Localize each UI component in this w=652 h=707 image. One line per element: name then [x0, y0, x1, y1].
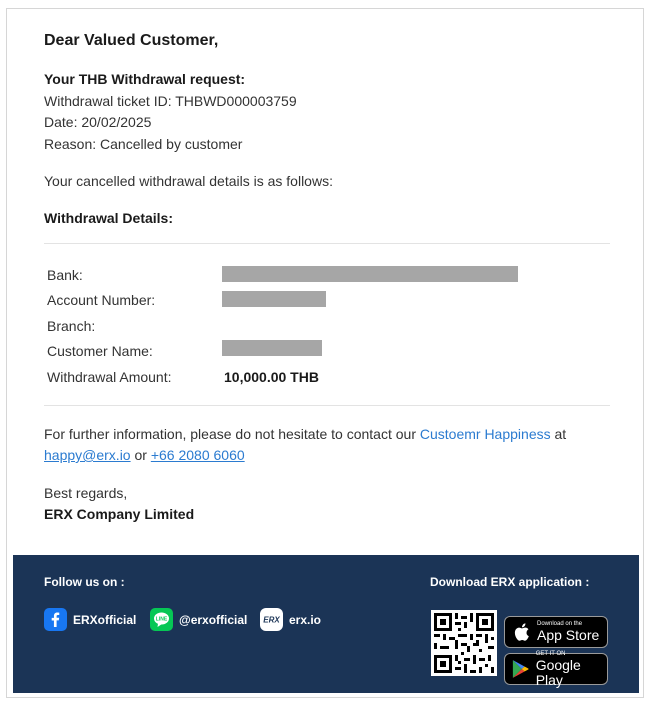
account-number-label: Account Number: [47, 292, 156, 308]
phone-link[interactable]: +66 2080 6060 [150, 447, 245, 463]
contact-line-2 [44, 447, 245, 463]
request-date: Date: 20/02/2025 [44, 114, 152, 130]
amount-label: Withdrawal Amount: [47, 369, 172, 385]
divider [44, 405, 610, 406]
contact-text: For further information, please do not hesitate to contact our [44, 426, 420, 442]
app-store-text [537, 621, 599, 643]
google-play-small: GET IT ON [535, 650, 566, 657]
branch-label: Branch: [47, 318, 96, 334]
line-label: @erxofficial [179, 612, 248, 627]
website-label: erx.io [289, 612, 322, 627]
customer-name-redacted [222, 340, 322, 356]
line-icon [150, 608, 173, 631]
app-store-small: Download on the [537, 621, 583, 627]
request-reason: Reason: Cancelled by customer [44, 136, 243, 152]
bank-redacted [222, 266, 518, 282]
account-number-redacted [222, 291, 326, 307]
google-play-text [536, 651, 607, 688]
regards: Best regards, [44, 485, 128, 501]
facebook-icon [44, 608, 67, 631]
details-heading: Withdrawal Details: [44, 210, 174, 226]
qr-code [431, 610, 497, 676]
download-label: Download ERX application : [430, 575, 590, 589]
google-play-button[interactable] [504, 650, 608, 688]
company-name: ERX Company Limited [44, 506, 195, 522]
contact-line [44, 426, 566, 442]
footer [13, 555, 639, 693]
email-card [6, 8, 644, 698]
contact-at: at [550, 426, 567, 442]
app-store-button[interactable] [504, 616, 608, 648]
customer-happiness-link[interactable]: Custoemr Happiness [419, 426, 551, 442]
contact-or: or [130, 447, 151, 463]
greeting: Dear Valued Customer, [44, 32, 219, 49]
intro-text: Your cancelled withdrawal details is as follows: [44, 173, 333, 189]
facebook-label: ERXofficial [73, 612, 137, 627]
apple-icon [513, 621, 533, 643]
amount-value: 10,000.00 THB [224, 369, 319, 385]
ticket-id: Withdrawal ticket ID: THBWD000003759 [44, 93, 297, 109]
erx-icon [260, 608, 283, 631]
google-play-icon [511, 658, 530, 680]
divider [44, 243, 610, 244]
social-website[interactable] [260, 608, 321, 631]
request-title: Your THB Withdrawal request: [44, 71, 246, 87]
email-link[interactable]: happy@erx.io [44, 447, 131, 463]
follow-label: Follow us on : [44, 575, 125, 589]
google-play-big: Google Play [535, 656, 581, 688]
social-line[interactable] [150, 608, 247, 631]
customer-name-label: Customer Name: [47, 343, 153, 359]
svg-text:LINE: LINE [155, 616, 168, 623]
app-store-big: App Store [537, 627, 600, 643]
bank-label: Bank: [47, 267, 83, 283]
svg-text:ERX: ERX [263, 615, 280, 625]
social-facebook[interactable] [44, 608, 136, 631]
